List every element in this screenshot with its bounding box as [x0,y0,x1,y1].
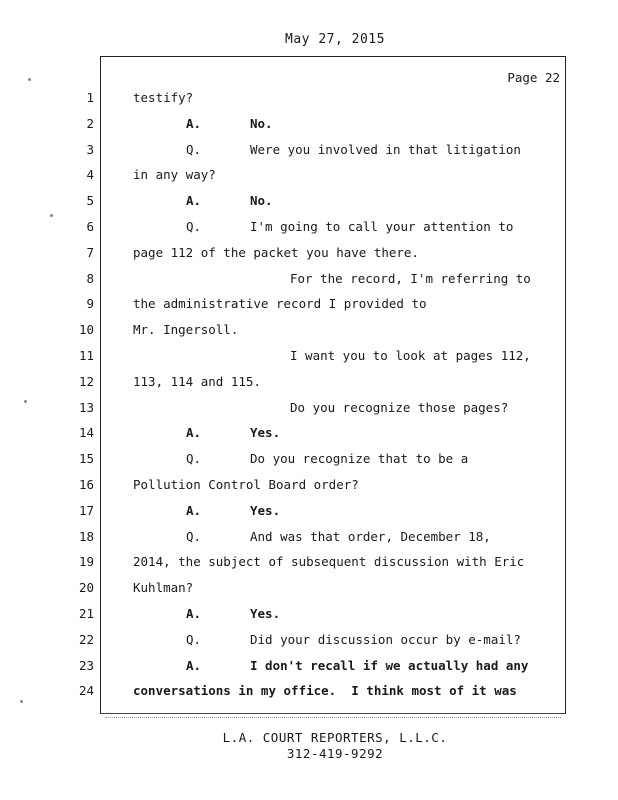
line-text: Pollution Control Board order? [133,477,359,492]
footer-company: L.A. COURT REPORTERS, L.L.C. [222,730,448,745]
transcript-line [0,167,618,187]
question-label: Q. [186,219,202,234]
line-text: page 112 of the packet you have there. [133,244,419,260]
transcript-line [0,271,618,291]
transcript-line [0,683,618,703]
line-number: 15 [78,451,94,467]
footer-phone: 312-419-9292 [286,746,384,761]
line-number: 6 [86,219,94,234]
line-number: 23 [78,657,94,673]
scan-speck [28,78,31,81]
line-number: 13 [78,399,94,415]
question-text: And was that order, December 18, [250,528,491,544]
line-text: testify? [133,90,194,105]
transcript-line [0,606,618,626]
line-number: 12 [78,373,94,389]
transcript-line [0,425,618,445]
transcript-line [0,451,618,471]
header-date: May 27, 2015 [285,32,385,47]
transcript-line [0,554,618,574]
line-text: 2014, the subject of subsequent discussion with Eric [133,554,525,570]
line-number: 5 [86,193,94,209]
question-label: Q. [186,528,202,544]
transcript-line [0,193,618,213]
line-number: 24 [78,683,94,699]
transcript-line [0,477,618,497]
scan-speck [24,400,27,403]
answer-text: Yes. [250,502,281,518]
answer-text: I don't recall if we actually had any [250,657,529,673]
line-number: 4 [86,167,94,183]
line-text: conversations in my office. I think most of it was [133,683,517,699]
transcript-line [0,374,618,394]
answer-label: A. [186,606,202,621]
answer-label: A. [186,115,202,131]
line-number: 20 [78,580,94,596]
line-number: 8 [86,270,94,286]
transcript-line [0,245,618,265]
answer-text: Yes. [250,606,281,621]
transcript-line [0,580,618,600]
answer-label: A. [186,193,202,209]
line-text: For the record, I'm referring to [290,270,531,286]
transcript-line [0,322,618,342]
frame-bottom-scan-noise [105,717,561,718]
answer-text: Yes. [250,425,281,441]
line-number: 11 [78,348,94,363]
line-number: 17 [78,502,94,518]
transcript-line [0,503,618,523]
answer-text: No. [250,193,273,209]
question-text: Did your discussion occur by e-mail? [250,631,521,647]
line-number: 3 [86,141,94,157]
answer-label: A. [186,657,202,673]
scan-speck [50,214,53,217]
transcript-line [0,400,618,420]
line-number: 9 [86,296,94,312]
question-text: Do you recognize that to be a [250,451,469,467]
question-text: Were you involved in that litigation [250,141,521,157]
answer-label: A. [186,502,202,518]
transcript-line [0,296,618,316]
question-text: I'm going to call your attention to [250,219,514,234]
transcript-line [0,90,618,110]
frame-bottom-rule [101,713,565,714]
line-number: 7 [86,244,94,260]
line-number: 10 [78,322,94,338]
line-text: in any way? [133,167,216,183]
answer-text: No. [250,115,273,131]
transcript-line [0,142,618,162]
answer-label: A. [186,425,202,441]
line-text: 113, 114 and 115. [133,373,261,389]
line-number: 2 [86,115,94,131]
line-number: 16 [78,477,94,492]
question-label: Q. [186,631,202,647]
transcript-line [0,348,618,368]
transcript-line [0,219,618,239]
line-number: 18 [78,528,94,544]
line-text: I want you to look at pages 112, [290,348,531,363]
scan-speck [20,700,23,703]
page-number: Page 22 [507,70,560,85]
line-number: 21 [78,606,94,621]
line-number: 22 [78,631,94,647]
line-text: Kuhlman? [133,580,194,596]
line-number: 1 [86,90,94,105]
transcript-line [0,632,618,652]
transcript-line [0,116,618,136]
line-number: 14 [78,425,94,441]
question-label: Q. [186,141,202,157]
line-text: Do you recognize those pages? [290,399,509,415]
line-number: 19 [78,554,94,570]
question-label: Q. [186,451,202,467]
line-text: Mr. Ingersoll. [133,322,239,338]
transcript-line [0,658,618,678]
line-text: the administrative record I provided to [133,296,427,312]
transcript-line [0,529,618,549]
